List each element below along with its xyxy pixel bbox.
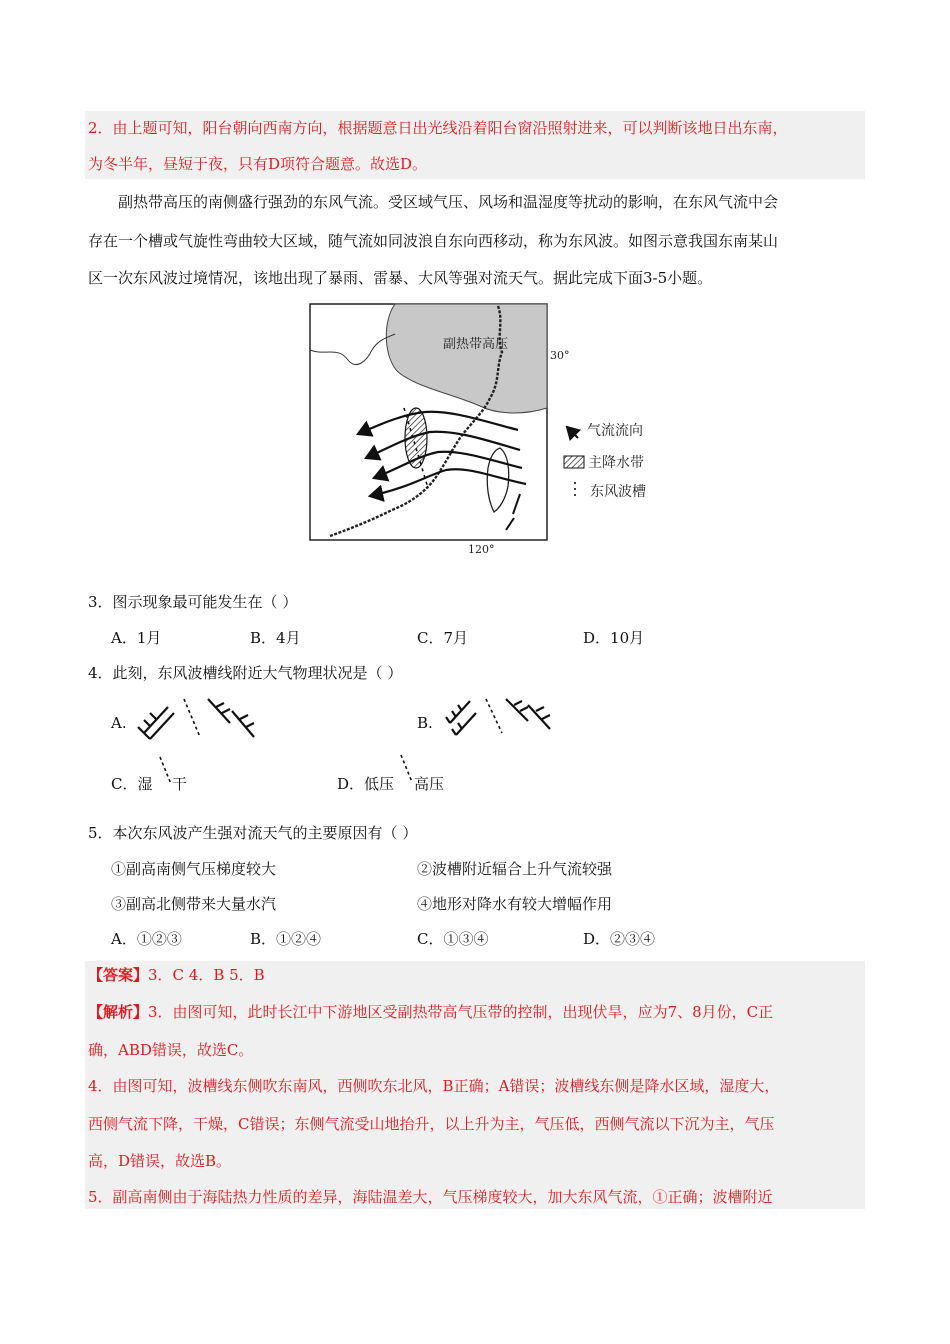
legend-rain	[564, 454, 644, 471]
legend-airflow-label: 气流流向	[587, 423, 643, 439]
wind-barb-ne-3	[446, 701, 470, 723]
legend-trough-label: 东风波槽	[590, 484, 646, 500]
q4-option-c-right: 干	[172, 775, 188, 793]
q5-item-3: ③副高北侧带来大量水汽	[111, 895, 277, 913]
analysis-line-5: 高，D错误，故选B。	[88, 1152, 232, 1170]
analysis-line-4: 西侧气流下降，干燥，C错误；东侧气流受山地抬升，以上升为主，气压低，西侧气流以下沉为主，气压	[88, 1115, 775, 1133]
wind-barb-ne-1	[138, 707, 168, 733]
q4-option-d-right: 高压	[414, 775, 445, 793]
legend-trough	[575, 482, 646, 500]
q5-item-1: ①副高南侧气压梯度较大	[111, 860, 277, 878]
q5-stem: 5．本次东风波产生强对流天气的主要原因有（ ）	[88, 824, 418, 842]
q5-option-a[interactable]: A．①②③	[111, 930, 182, 948]
trough-line-a	[184, 699, 200, 737]
q3-option-b[interactable]: B．4月	[250, 629, 301, 647]
q4-option-a-wind-barbs[interactable]	[136, 693, 262, 745]
latitude-label: 30°	[550, 349, 570, 362]
answer-text: 3．C 4．B 5．B	[148, 966, 265, 984]
analysis-tag: 【解析】	[88, 1003, 149, 1021]
intro-line-3: 区一次东风波过境情况，该地出现了暴雨、雷暴、大风等强对流天气。据此完成下面3-5小题。	[88, 269, 713, 287]
q5-option-d[interactable]: D．②③④	[583, 930, 656, 948]
longitude-label: 120°	[468, 543, 495, 556]
q4-option-d[interactable]: D．低压	[337, 775, 395, 793]
trough-line-b	[486, 699, 502, 733]
q3-stem: 3．图示现象最可能发生在（ ）	[88, 593, 298, 611]
analysis-text-1: 3．由图可知，此时长江中下游地区受副热带高气压带的控制，出现伏旱，应为7、8月份，C正	[148, 1003, 774, 1021]
answer-tag: 【答案】	[88, 966, 149, 984]
q5-item-2: ②波槽附近辐合上升气流较强	[417, 860, 613, 878]
legend-hatch-icon	[564, 456, 584, 468]
wind-barb-se-2	[232, 711, 254, 737]
q4-stem: 4．此刻，东风波槽线附近大气物理状况是（ ）	[88, 664, 403, 682]
q3-option-c[interactable]: C．7月	[417, 629, 469, 647]
wind-barb-se-4	[528, 705, 550, 729]
legend-airflow	[567, 422, 643, 439]
q3-option-a[interactable]: A．1月	[111, 629, 162, 647]
analysis-line-2: 确，ABD错误，故选C。	[88, 1041, 254, 1059]
analysis-line-1	[88, 1002, 773, 1022]
q4-option-b-wind-barbs[interactable]	[442, 693, 562, 745]
wind-barb-se-1	[208, 699, 230, 723]
legend-rain-label: 主降水带	[588, 455, 644, 471]
q4-option-b[interactable]: B.	[417, 714, 433, 732]
q4-option-a[interactable]: A.	[111, 714, 127, 732]
q3-option-d[interactable]: D．10月	[583, 629, 645, 647]
analysis-line-3: 4．由图可知，波槽线东侧吹东南风，西侧吹东北风，B正确；A错误；波槽线东侧是降水区域，湿度大，	[88, 1077, 780, 1095]
q5-item-4: ④地形对降水有较大增幅作用	[417, 895, 613, 913]
east-wave-map	[300, 298, 670, 560]
wind-barb-se-3	[506, 699, 528, 721]
prev-analysis-line-1: 2．由上题可知，阳台朝向西南方向，根据题意日出光线沿着阳台窗沿照射进来，可以判断该地日出东南，	[88, 119, 788, 137]
legend-arrow-icon	[567, 427, 578, 438]
analysis-line-6: 5．副高南侧由于海陆热力性质的差异，海陆温差大，气压梯度较大，加大东风气流，①正确；波槽附近	[88, 1188, 773, 1206]
high-pressure-label: 副热带高压	[443, 337, 509, 352]
q4-option-c[interactable]: C．湿	[111, 775, 153, 793]
trough-line-d	[401, 755, 412, 782]
trough-line-c	[160, 757, 171, 784]
intro-line-2: 存在一个槽或气旋性弯曲较大区域，随气流如同波浪自东向西移动，称为东风波。如图示意我国东南某山	[88, 232, 779, 250]
intro-line-1: 副热带高压的南侧盛行强劲的东风气流。受区域气压、风场和温湿度等扰动的影响，在东风气流中会	[118, 193, 779, 211]
prev-analysis-line-2: 为冬半年，昼短于夜，只有D项符合题意。故选D。	[88, 155, 428, 173]
answer-line	[88, 965, 265, 985]
q5-option-b[interactable]: B．①②④	[250, 930, 322, 948]
q5-option-c[interactable]: C．①③④	[417, 930, 489, 948]
